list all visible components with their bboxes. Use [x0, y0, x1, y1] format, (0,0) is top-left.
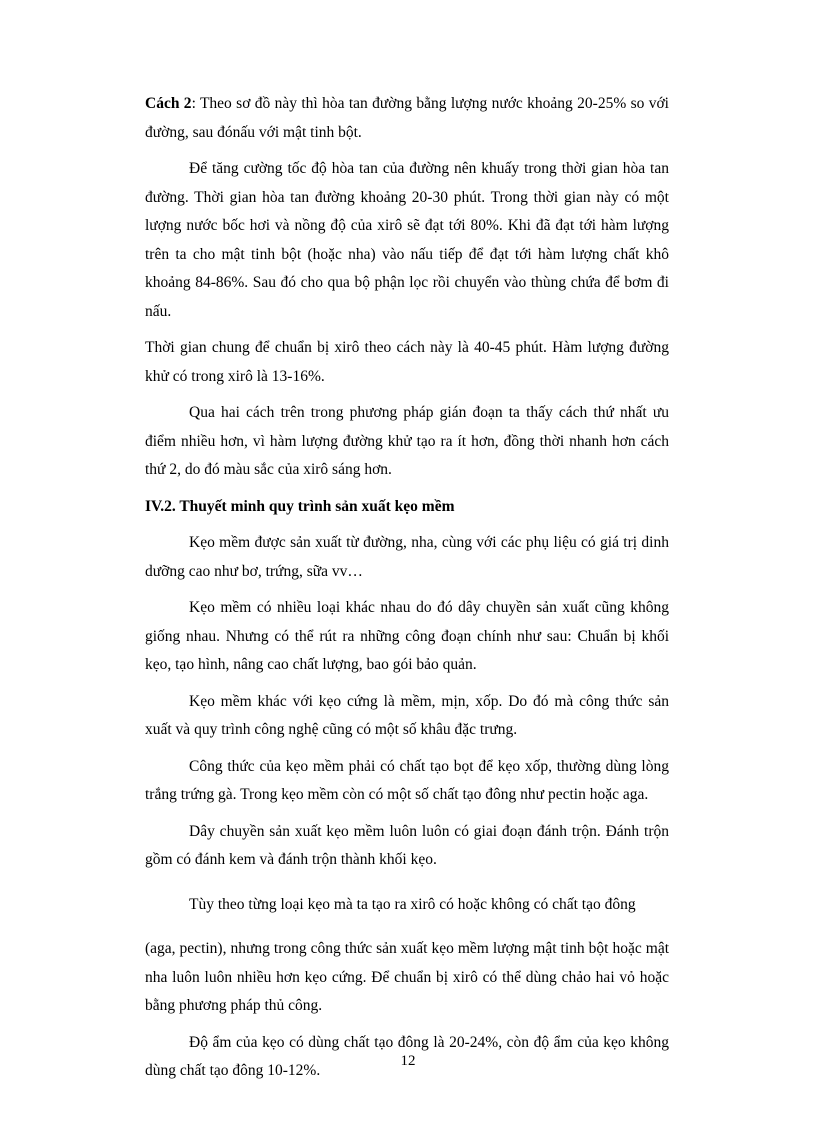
method-text: : Theo sơ đồ này thì hòa tan đường bằng lượng nước khoảng 20-25% so với đường, sau đónấu với mật tinh bột. — [145, 95, 669, 141]
paragraph-soft-vs-hard: Kẹo mềm khác với kẹo cứng là mềm, mịn, xốp. Do đó mà công thức sản xuất và quy trình công nghệ cũng có một số khâu đặc trưng. — [145, 692, 669, 738]
paragraph-prep-time: Thời gian chung để chuẩn bị xirô theo cách này là 40-45 phút. Hàm lượng đường khử có trong xirô là 13-16%. — [145, 339, 669, 385]
paragraph-method-2 — [145, 90, 669, 147]
page-number: 12 — [400, 1053, 416, 1069]
paragraph-comparison: Qua hai cách trên trong phương pháp gián đoạn ta thấy cách thứ nhất ưu điểm nhiều hơn, vì hàm lượng đường khử tạo ra ít hơn, đồng thời nhanh hơn cách thứ 2, do đó màu sắc của xirô sáng hơn. — [145, 404, 669, 478]
paragraph-dissolving: Để tăng cường tốc độ hòa tan của đường nên khuấy trong thời gian hòa tan đường. Thời gian hòa tan đường khoảng 20-30 phút. Trong thời gian này có một lượng nước bốc hơi và nồng độ của xirô sẽ đạt tới 80%. Khi đã đạt tới hàm lượng trên ta cho mật tinh bột (hoặc nha) vào nấu tiếp để đạt tới hàm lượng chất khô khoảng 84-86%. Sau đó cho qua bộ phận lọc rồi chuyển vào thùng chứa để bơm đi nấu. — [145, 160, 669, 320]
paragraph-syrup-continued: (aga, pectin), nhưng trong công thức sản xuất kẹo mềm lượng mật tinh bột hoặc mật nha luôn luôn nhiều hơn kẹo cứng. Để chuẩn bị xirô có thể dùng chảo hai vỏ hoặc bằng phương pháp thủ công. — [145, 940, 669, 1014]
paragraph-foaming-agent: Công thức của kẹo mềm phải có chất tạo bọt để kẹo xốp, thường dùng lòng trắng trứng gà. Trong kẹo mềm còn có một số chất tạo đông như pectin hoặc aga. — [145, 757, 669, 803]
paragraph-production-stages: Kẹo mềm có nhiều loại khác nhau do đó dây chuyền sản xuất cũng không giống nhau. Nhưng có thể rút ra những công đoạn chính như sau: Chuẩn bị khối kẹo, tạo hình, nâng cao chất lượng, bao gói bảo quản. — [145, 599, 669, 673]
paragraph-mixing: Dây chuyền sản xuất kẹo mềm luôn luôn có giai đoạn đánh trộn. Đánh trộn gồm có đánh kem và đánh trộn thành khối kẹo. — [145, 822, 669, 868]
method-label: Cách 2 — [145, 95, 192, 112]
paragraph-syrup-type: Tùy theo từng loại kẹo mà ta tạo ra xirô có hoặc không có chất tạo đông — [189, 895, 636, 913]
paragraph-moisture: Độ ẩm của kẹo có dùng chất tạo đông là 20-24%, còn độ ẩm của kẹo không dùng chất tạo đông 10-12%. — [145, 1033, 669, 1079]
section-heading: IV.2. Thuyết minh quy trình sản xuất kẹo mềm — [145, 497, 455, 515]
document-page — [145, 90, 669, 1094]
paragraph-soft-candy-intro: Kẹo mềm được sản xuất từ đường, nha, cùng với các phụ liệu có giá trị dinh dưỡng cao như bơ, trứng, sữa vv… — [145, 534, 669, 580]
